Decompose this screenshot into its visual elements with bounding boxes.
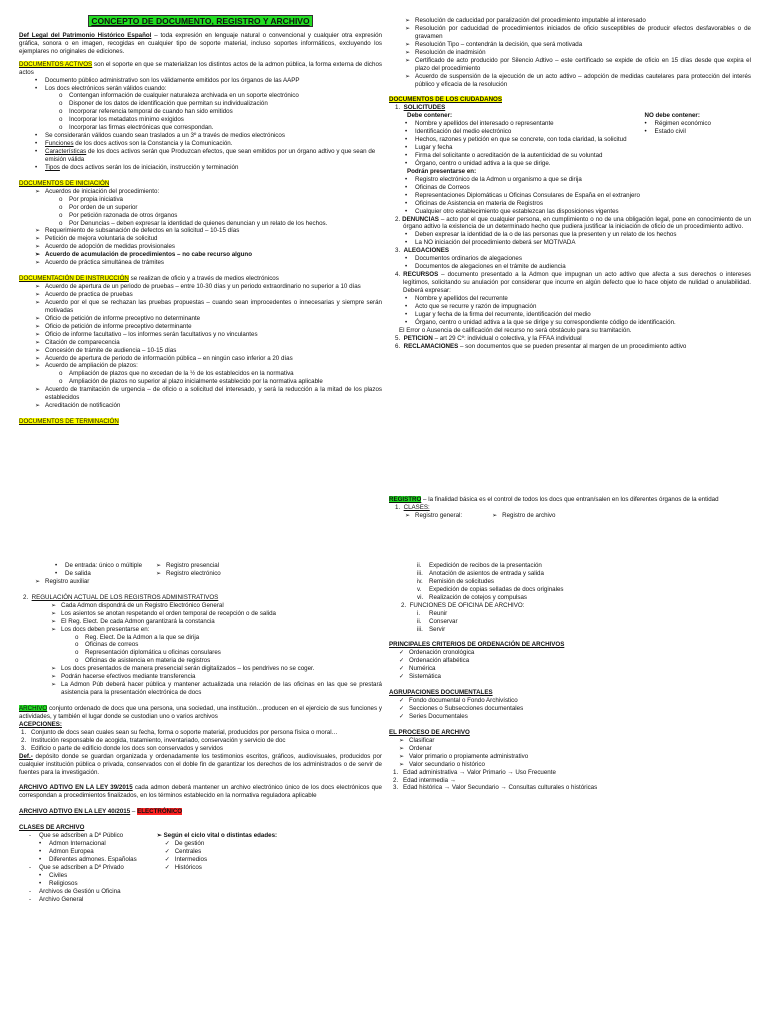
list-item: ✓ Numérica xyxy=(399,665,436,673)
list-item: • Oficinas de Correos xyxy=(405,183,470,191)
list-item: ✓ De gestión xyxy=(164,840,205,848)
list-item: o Contengan información de cualquier naturaleza archivada en un soporte electrónico xyxy=(59,92,299,100)
list-item: ➢ Resolución de caducidad por paralización del procedimiento imputable al interesado xyxy=(405,17,646,24)
terminacion-heading: DOCUMENTOS DE TERMINACIÓN xyxy=(19,418,119,426)
list-item: • Lugar y fecha xyxy=(405,144,453,152)
registro-general-list xyxy=(389,512,462,520)
list-item: ➢ Registro de archivo xyxy=(492,511,556,519)
list-item: o Por orden de un superior xyxy=(59,203,138,211)
list-item: o Incorporar los metadatos mínimo exigidos xyxy=(59,116,184,124)
list-item: ➢ Resolución de inadmisión xyxy=(405,48,486,56)
list-item: • Documento público administrativo son los válidamente emitidos por los órganos de las AAPP xyxy=(35,76,300,84)
list-item: ➢ Acuerdo de práctica simultánea de trámites xyxy=(35,259,164,267)
list-item: ➢ Resolución Tipo – contendrán la decisión, que será motivada xyxy=(405,40,583,48)
list-item: iii. Anotación de asientos de entrada y salida xyxy=(417,569,544,577)
clases-archivo-heading: CLASES DE ARCHIVO xyxy=(19,824,85,832)
list-item: ➢ Los docs deben presentarse en: o Reg. Elect. De la Admon a la que se dirija o Oficinas de correos o Representación diplomática u oficinas consulares o Oficinas de asistencia en materia de registros xyxy=(61,626,382,666)
list-item: ➢ Citación de comparecencia xyxy=(35,338,120,346)
list-item: 2. Edad intermedia → xyxy=(393,776,456,784)
list-item: o Por propia iniciativa xyxy=(59,195,123,203)
list-item: • Órgano, centro o unidad adtiva a la que se dirige. xyxy=(405,159,551,167)
list-item: ➢ Cada Admon dispondrá de un Registro Electrónico General xyxy=(51,601,224,609)
list-item: ➢ Acuerdo de adopción de medidas provisionales xyxy=(35,243,176,251)
ciclo-vital-block xyxy=(137,832,382,903)
entrada-salida-list xyxy=(19,562,142,578)
left-column xyxy=(19,16,382,426)
proceso-list xyxy=(389,737,751,769)
list-item: • La NO iniciación del procedimiento deberá ser MOTIVADA xyxy=(405,239,576,247)
list-item: • Nombre y apellidos del recurrente xyxy=(405,294,508,302)
ley40-paragraph: ARCHIVO ADTIVO EN LA LEY 40/2015 – ELECTRÓNICO xyxy=(19,808,183,816)
list-item: • Diferentes admones. Españolas xyxy=(39,856,137,863)
list-item: ➢ Oficio de informe facultativo – los informes serán facultativos y no vinculantes xyxy=(35,330,258,338)
list-item: • De entrada: único o múltiple xyxy=(55,562,143,569)
registro-archivo-funciones-list xyxy=(389,562,751,602)
list-item: ➢ Resolución por caducidad de procedimientos iniciados de oficio susceptibles de producir efectos desfavorables o de gravamen xyxy=(405,24,751,40)
registro-paragraph: REGISTRO – la finalidad básica es el control de todos los docs que entran/salen en los diferentes órganos de la entidad xyxy=(389,496,719,503)
list-item: ➢ Acuerdo de ampliación de plazos: o Ampliación de plazos que no excedan de la ½ de los establecidos en la normativa o Ampliación de plazos no superior al plazo inicialmente establecido por la normativa aplicable xyxy=(45,362,382,386)
list-item: • Deben expresar la identidad de la o de las personas que la presenten y un relato de los hechos xyxy=(405,231,677,239)
edades-list xyxy=(389,769,751,793)
list-item: o Reg. Elect. De la Admon a la que se dirija xyxy=(75,633,200,641)
list-item: ➢ Los asientos se anotan respetando el orden temporal de recepción o de salida xyxy=(51,609,276,617)
list-item: ➢ Valor secundario o histórico xyxy=(399,760,485,768)
clases-registro-heading: 1. CLASES: xyxy=(395,503,430,511)
list-item: 3. Edad histórica → Valor Secundario → Consultas culturales o históricas xyxy=(393,784,598,792)
list-item: ➢ Certificado de acto producido por Silencio Adtivo – este certificado se expide de oficio en 15 días desde que expira el plazo del procedimiento xyxy=(405,56,751,72)
list-item: ➢ Podrán hacerse efectivos mediante transferencia xyxy=(51,673,196,681)
regulacion-heading: 2. REGULACIÓN ACTUAL DE LOS REGISTROS ADMINISTRATIVOS xyxy=(23,593,219,601)
list-item: - Que se adscriben a Dº Privado • Civiles • Religiosos xyxy=(39,864,137,888)
right-column xyxy=(389,17,751,350)
list-item: o Ampliación de plazos no superior al plazo inicialmente establecido por la normativa aplicable xyxy=(59,378,323,386)
list-item: ➢ La Admon Púb deberá hacer pública y mantener actualizada una relación de las oficinas en las que se prestará asistencia para la presentación electrónica de docs xyxy=(51,681,382,697)
list-item: ➢ El Reg. Elect. De cada Admon garantizará la constancia xyxy=(51,617,215,625)
agrupaciones-list xyxy=(389,697,751,721)
archivo-paragraph: ARCHIVO conjunto ordenado de docs que una persona, una sociedad, una institución…producen en el ejercicio de sus funciones y actividades, y también el lugar donde se custodian uno o varios archivos xyxy=(19,705,382,720)
alegaciones-list xyxy=(389,255,751,271)
denuncias-paragraph: 2. DENUNCIAS – acto por el que cualquier persona, en cumplimiento o no de una obligación legal, pone en conocimiento de un órgano adtivo la existencia de un determinado hecho que pudiera justificar la iniciación de oficio de un procedimiento adtivo. xyxy=(395,215,751,231)
solicitudes-row xyxy=(389,112,751,168)
recursos-paragraph: 4. RECURSOS – documento presentado a la Admon que impugnan un acto adtivo que afecta a sus derechos o intereses legítimos, solicitando su anulación por considerar que incurre en algún defecto que lo hace objeto de nulidad o anulabilidad. Deberá expresar: xyxy=(395,271,751,294)
list-item: • Documentos ordinarios de alegaciones xyxy=(405,255,522,263)
list-item: • De salida xyxy=(55,569,91,577)
no-debe-contener-list xyxy=(645,120,751,136)
solicitudes-heading: 1. SOLICITUDES xyxy=(395,104,446,112)
list-item: ➢ Petición de mejora voluntaria de solicitud xyxy=(35,235,158,243)
list-item: ➢ Acuerdos de iniciación del procedimiento: o Por propia iniciativa o Por orden de un superior o Por petición razonada de otros órganos o Por Denuncias – deben expresar la identidad de quienes denuncian y un relato de los hechos. xyxy=(45,188,382,228)
list-item: • Documentos de alegaciones en el trámite de audiencia xyxy=(405,263,566,271)
list-item: 1. Edad administrativa → Valor Primario → Uso Frecuente xyxy=(393,768,556,776)
list-item: ✓ Sistemática xyxy=(399,673,441,681)
list-item: o Oficinas de asistencia en materia de registros xyxy=(75,657,211,665)
list-item: ➢ Acreditación de notificación xyxy=(35,402,121,410)
agrupaciones-heading: AGRUPACIONES DOCUMENTALES xyxy=(389,689,493,697)
list-item: o Incorporar referencia temporal de cuando han sido emitidos xyxy=(59,108,233,116)
registro-tipos-row xyxy=(19,562,382,578)
list-item: • Lugar y fecha de la firma del recurrente, identificación del medio xyxy=(405,310,591,318)
instruccion-list xyxy=(19,283,382,410)
list-item: - Archivos de Gestión u Oficina xyxy=(29,887,121,895)
list-item: ✓ Intermedios xyxy=(164,856,208,863)
list-item: • Los docs electrónicos serán válidos cuando: o Contengan información de cualquier naturaleza archivada en un soporte electrónico o Disponer de los datos de identificación que permitan su individualización o Incorporar referencia temporal de cuando han sido emitidos o Incorporar los metadatos mínimo exigidos o Incorporar las firmas electrónicas que correspondan. xyxy=(45,85,382,133)
list-item: ➢ Valor primario o propiamente administrativo xyxy=(399,752,529,760)
recursos-error-note: El Error o Ausencia de calificación del recurso no será obstáculo para su tramitación. xyxy=(399,326,632,334)
list-item: • Firma del solicitante o acreditación de la autenticidad de su voluntad xyxy=(405,152,603,159)
presentarse-list xyxy=(389,176,751,216)
list-item: • Características de los docs activos serán que Produzcan efectos, que sean emitidos por un órgano adtivo y que sean de emisión válida xyxy=(35,148,376,163)
list-item: ✓ Fondo documental o Fondo Archivístico xyxy=(399,697,518,705)
left-lower-block xyxy=(19,562,382,904)
list-item: iii. Servir xyxy=(417,625,446,633)
registro-archivo-list xyxy=(462,512,555,520)
list-item: ➢ Clasificar xyxy=(399,736,435,744)
list-item: • Oficinas de Asistencia en materia de Registros xyxy=(405,199,543,207)
list-item: ✓ Ordenación cronológica xyxy=(399,649,475,657)
registro-block xyxy=(389,496,751,520)
acepciones-list xyxy=(19,729,382,753)
debe-contener-list xyxy=(389,120,645,168)
page-title: CONCEPTO DE DOCUMENTO, REGISTRO Y ARCHIVO xyxy=(19,16,382,27)
registro-clases-row xyxy=(389,512,751,520)
archivo-funciones-block xyxy=(389,562,751,792)
list-item: ➢ Oficio de petición de informe preceptivo determinante xyxy=(35,322,192,330)
list-item: ✓ Ordenación alfabética xyxy=(399,657,470,665)
list-item: • Se considerarán válidos cuando sean traslados a un 3º a través de medios electrónicos xyxy=(35,132,285,140)
list-item: ii. Conservar xyxy=(417,617,458,625)
list-item: ➢ Acuerdo de suspensión de la ejecución de un acto adtivo – adopción de medidas cautelares para protección del interés público y eficacia de la resolución xyxy=(405,72,751,88)
funciones-oficina-list xyxy=(389,610,751,634)
denuncias-list xyxy=(389,231,751,247)
acepciones-heading: ACEPCIONES: xyxy=(19,720,62,728)
list-item: • Tipos de docs activos serán los de iniciación, instrucción y terminación xyxy=(35,163,239,171)
docs-activos-list xyxy=(19,77,382,172)
list-item: • Registro electrónico de la Admon u organismo a que se dirija xyxy=(405,175,582,183)
list-item: • Nombre y apellidos del interesado o representante xyxy=(405,120,554,128)
list-item: ➢ Ordenar xyxy=(399,744,432,752)
list-item: vi. Realización de cotejos y compulsas xyxy=(417,593,528,601)
presentarse-heading: Podrán presentarse en: xyxy=(407,167,477,175)
registro-auxiliar-list xyxy=(19,578,382,586)
list-item: • Estado civil xyxy=(644,128,686,136)
list-item: o Incorporar las firmas electrónicas que correspondan. xyxy=(59,124,214,132)
ciclo-vital-heading: ➢ Según el ciclo vital o distintas edades: xyxy=(156,832,278,840)
list-item: o Por petición razonada de otros órganos xyxy=(59,211,178,219)
list-item: ➢ Acuerdo de practica de pruebas xyxy=(35,291,133,298)
list-item: ➢ Los docs presentados de manera presencial serán digitalizados – los pendrives no se coger. xyxy=(51,665,315,673)
list-item: i. Reunir xyxy=(417,609,448,617)
list-item: ➢ Acuerdo de tramitación de urgencia – de oficio o a solicitud del interesado, y será la reducción a la mitad de los plazos establecidos xyxy=(35,386,382,402)
list-item: ➢ Registro presencial xyxy=(156,562,220,569)
list-item: • Admon Internacional xyxy=(39,840,106,848)
list-item: ➢ Registro auxiliar xyxy=(35,577,90,585)
list-item: • Funciones de los docs activos son la Constancia y la Comunicación. xyxy=(35,140,233,148)
list-item: • Civiles xyxy=(39,871,68,879)
resoluciones-list xyxy=(389,17,751,88)
list-item: iv. Remisión de solicitudes xyxy=(417,577,494,585)
iniciacion-heading: DOCUMENTOS DE INICIACIÓN xyxy=(19,179,110,187)
ley39-paragraph: ARCHIVO ADTIVO EN LA LEY 39/2015 cada admon deberá mantener un archivo electrónico único de los docs electrónicos que correspondan a procedimientos finalizados, en los términos establecido en la normativa reguladora aplicable xyxy=(19,784,382,800)
list-item: • Órgano, centro o unidad adtiva a la que se dirige y su correspondiente código de identificación. xyxy=(405,318,676,326)
list-item: ✓ Series Documentales xyxy=(399,712,468,720)
recursos-list xyxy=(389,295,751,327)
instruccion-heading: DOCUMENTACIÓN DE INSTRUCCIÓN se realizan de oficio y a través de medios electrónicos xyxy=(19,275,279,283)
list-item: • Identificación del medio electrónico xyxy=(405,128,512,136)
list-item: ii. Expedición de recibos de la presentación xyxy=(417,562,542,569)
list-item: 3. Edificio o parte de edificio donde los docs son conservados y servidos xyxy=(21,744,223,752)
list-item: ➢ Concesión de trámite de audiencia – 10-15 días xyxy=(35,346,177,354)
list-item: • Admon Europea xyxy=(39,848,94,856)
list-item: • Representaciones Diplomáticas u Oficinas Consulares de España en el extranjero xyxy=(405,191,640,199)
funciones-oficina-heading: 2. FUNCIONES DE OFICINA DE ARCHIVO: xyxy=(401,601,525,609)
list-item: ✓ Históricos xyxy=(164,863,202,871)
criterios-list xyxy=(389,649,751,681)
proceso-heading: EL PROCESO DE ARCHIVO xyxy=(389,728,470,736)
alegaciones-heading: 3. ALEGACIONES xyxy=(395,247,449,255)
list-item: • Cualquier otro establecimiento que establezcan las disposiciones vigentes xyxy=(405,207,619,215)
reclamaciones-paragraph: 6. RECLAMACIONES – son documentos que se pueden presentar al margen de un procedimiento adtivo xyxy=(395,342,687,350)
list-item: ➢ Acuerdo de apertura de un periodo de pruebas – entre 10-30 días y un periodo extraordinario no superior a 10 días xyxy=(35,283,361,291)
list-item: - Archivo General xyxy=(29,895,84,903)
def-legal-paragraph: Def Legal del Patrimonio Histórico Español – toda expresión en lenguaje natural o convencional y cualquier otra expresión gráfica, sonora o en imagen, recogidas en cualquier tipo de soporte material, incluso soportes informáticos, excluyendo los ejemplares no originales de ediciones. xyxy=(19,31,382,55)
debe-contener-heading: Debe contener: xyxy=(407,112,453,120)
iniciacion-list xyxy=(19,188,382,267)
list-item: ✓ Secciones o Subsecciones documentales xyxy=(399,705,524,712)
list-item: 1. Conjunto de docs sean cuales sean su fecha, forma o soporte material, producidos por persona física o moral… xyxy=(21,728,338,736)
list-item: ➢ Acuerdo de apertura de periodo de información pública – en ningún caso inferior a 20 días xyxy=(35,354,293,362)
ciudadanos-heading: DOCUMENTOS DE LOS CIUDADANOS xyxy=(389,96,502,104)
no-debe-contener-heading: NO debe contener: xyxy=(644,112,700,120)
list-item: o Por Denuncias – deben expresar la identidad de quienes denuncian y un relato de los hechos. xyxy=(59,219,328,227)
list-item: ➢ Requerimiento de subsanación de defectos en la solicitud – 10-15 días xyxy=(35,227,240,235)
list-item: v. Expedición de copias selladas de docs originales xyxy=(417,585,564,593)
criterios-heading: PRINCIPALES CRITERIOS DE ORDENACIÓN DE ARCHIVOS xyxy=(389,641,565,649)
regulacion-list xyxy=(19,602,382,697)
list-item: - Que se adscriben a Dº Público • Admon Internacional • Admon Europea • Diferentes admones. Españolas xyxy=(29,832,137,863)
list-item: ➢ Registro general: xyxy=(405,511,463,519)
list-item: ➢ Acuerdo por el que se rechazan las pruebas propuestas – cuando sean improcedentes o innecesarias y siempre serán motivadas xyxy=(35,298,382,314)
clases-list xyxy=(19,832,137,903)
clases-archivo-row xyxy=(19,832,382,903)
def2-paragraph: Def.- depósito donde se guardan organizada y ordenadamente los testimonios escritos, gráficos, audiovisuales, producidos por cualquier institución pública o privada, conservados con el doble fin de garantizar los derechos de los administrados o de servir de fuentes para la investigación. xyxy=(19,752,382,776)
list-item: • Hechos, razones y petición en que se concrete, con toda claridad, la solicitud xyxy=(405,136,627,144)
list-item: • Religiosos xyxy=(39,879,78,887)
list-item: o Oficinas de correos xyxy=(75,641,139,649)
list-item: ➢ Registro electrónico xyxy=(156,569,221,577)
ciclo-list xyxy=(157,840,382,872)
list-item: • Acto que se recurre y razón de impugnación xyxy=(405,302,537,310)
list-item: 2. Institución responsable de acogida, tratamiento, inventariado, conservación y servicio de doc xyxy=(21,736,286,744)
list-item: o Representación diplomática u oficinas consulares xyxy=(75,649,221,657)
list-item: o Ampliación de plazos que no excedan de la ½ de los establecidos en la normativa xyxy=(59,370,294,378)
list-item: o Disponer de los datos de identificación que permitan su individualización xyxy=(59,100,268,108)
list-item: ➢ Acuerdo de acumulación de procedimientos – no cabe recurso alguno xyxy=(35,251,252,259)
list-item: ✓ Centrales xyxy=(164,848,202,856)
docs-activos-paragraph: DOCUMENTOS ACTIVOS son el soporte en que se materializan los distintos actos de la admon pública, la forma externa de dichos actos xyxy=(19,60,382,76)
peticion-paragraph: 5. PETICION – art 29 Cº: individual o colectiva, y la FFAA individual xyxy=(395,334,582,342)
list-item: ➢ Oficio de petición de informe preceptivo no determinante xyxy=(35,314,201,322)
list-item: • Régimen económico xyxy=(644,120,711,128)
registro-tipos-list xyxy=(142,562,221,578)
